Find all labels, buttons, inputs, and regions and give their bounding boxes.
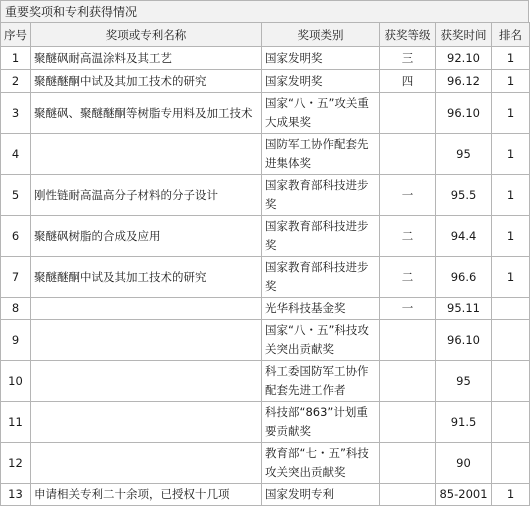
cell-rank: 1 xyxy=(492,134,530,175)
cell-time: 91.5 xyxy=(436,402,492,443)
table-title: 重要奖项和专利获得情况 xyxy=(0,0,529,22)
table-row xyxy=(1,93,530,134)
table-row xyxy=(1,320,530,361)
cell-name xyxy=(31,320,262,361)
cell-rank xyxy=(492,361,530,402)
table-row xyxy=(1,175,530,216)
cell-category: 国家“八・五”攻关重大成果奖 xyxy=(262,93,380,134)
cell-seq: 3 xyxy=(1,93,31,134)
header-seq: 序号 xyxy=(1,23,31,47)
cell-rank: 1 xyxy=(492,70,530,93)
cell-category: 国防军工协作配套先进集体奖 xyxy=(262,134,380,175)
header-category: 奖项类别 xyxy=(262,23,380,47)
header-row xyxy=(1,23,530,47)
cell-time: 90 xyxy=(436,443,492,484)
table-row xyxy=(1,216,530,257)
cell-category: 国家教育部科技进步奖 xyxy=(262,175,380,216)
cell-time: 95.5 xyxy=(436,175,492,216)
cell-level xyxy=(380,361,436,402)
cell-seq: 4 xyxy=(1,134,31,175)
cell-level: 四 xyxy=(380,70,436,93)
cell-category: 科工委国防军工协作配套先进工作者 xyxy=(262,361,380,402)
table-row xyxy=(1,134,530,175)
header-level: 获奖等级 xyxy=(380,23,436,47)
table-row xyxy=(1,402,530,443)
cell-rank: 1 xyxy=(492,175,530,216)
cell-name xyxy=(31,402,262,443)
cell-category: 国家教育部科技进步奖 xyxy=(262,216,380,257)
cell-seq: 12 xyxy=(1,443,31,484)
cell-seq: 1 xyxy=(1,47,31,70)
cell-time: 92.10 xyxy=(436,47,492,70)
table-row xyxy=(1,47,530,70)
cell-name: 聚醚醚酮中试及其加工技术的研究 xyxy=(31,257,262,298)
cell-time: 94.4 xyxy=(436,216,492,257)
cell-time: 96.10 xyxy=(436,320,492,361)
cell-level: 一 xyxy=(380,298,436,320)
cell-seq: 2 xyxy=(1,70,31,93)
cell-level: 二 xyxy=(380,257,436,298)
cell-time: 96.10 xyxy=(436,93,492,134)
cell-time: 95 xyxy=(436,361,492,402)
cell-category: 国家发明奖 xyxy=(262,70,380,93)
cell-seq: 6 xyxy=(1,216,31,257)
cell-level xyxy=(380,320,436,361)
cell-level xyxy=(380,402,436,443)
cell-level: 二 xyxy=(380,216,436,257)
cell-name: 聚醚砜树脂的合成及应用 xyxy=(31,216,262,257)
table-row xyxy=(1,484,530,506)
cell-category: 国家“八・五”科技攻关突出贡献奖 xyxy=(262,320,380,361)
awards-table xyxy=(0,22,530,506)
cell-level xyxy=(380,93,436,134)
cell-name: 申请相关专利二十余项，已授权十几项 xyxy=(31,484,262,506)
cell-category: 教育部“七・五”科技攻关突出贡献奖 xyxy=(262,443,380,484)
table-row xyxy=(1,70,530,93)
cell-name xyxy=(31,361,262,402)
cell-level xyxy=(380,134,436,175)
table-row xyxy=(1,361,530,402)
cell-category: 光华科技基金奖 xyxy=(262,298,380,320)
cell-rank: 1 xyxy=(492,216,530,257)
cell-level: 三 xyxy=(380,47,436,70)
cell-rank xyxy=(492,298,530,320)
cell-rank: 1 xyxy=(492,484,530,506)
cell-seq: 10 xyxy=(1,361,31,402)
cell-level: 一 xyxy=(380,175,436,216)
cell-name: 聚醚砜耐高温涂料及其工艺 xyxy=(31,47,262,70)
cell-time: 95.11 xyxy=(436,298,492,320)
cell-name: 聚醚砜、聚醚醚酮等树脂专用料及加工技术 xyxy=(31,93,262,134)
cell-time: 95 xyxy=(436,134,492,175)
cell-category: 国家发明奖 xyxy=(262,47,380,70)
cell-rank: 1 xyxy=(492,257,530,298)
cell-level xyxy=(380,443,436,484)
cell-seq: 11 xyxy=(1,402,31,443)
cell-name xyxy=(31,443,262,484)
cell-seq: 13 xyxy=(1,484,31,506)
header-time: 获奖时间 xyxy=(436,23,492,47)
table-row xyxy=(1,443,530,484)
cell-name: 刚性链耐高温高分子材料的分子设计 xyxy=(31,175,262,216)
cell-category: 国家教育部科技进步奖 xyxy=(262,257,380,298)
cell-rank: 1 xyxy=(492,93,530,134)
cell-time: 96.6 xyxy=(436,257,492,298)
cell-rank: 1 xyxy=(492,47,530,70)
cell-name xyxy=(31,134,262,175)
cell-rank xyxy=(492,402,530,443)
cell-seq: 5 xyxy=(1,175,31,216)
cell-category: 科技部“863”计划重要贡献奖 xyxy=(262,402,380,443)
cell-category: 国家发明专利 xyxy=(262,484,380,506)
cell-time: 96.12 xyxy=(436,70,492,93)
table-row xyxy=(1,298,530,320)
cell-time: 85-2001 xyxy=(436,484,492,506)
cell-name xyxy=(31,298,262,320)
cell-seq: 7 xyxy=(1,257,31,298)
table-row xyxy=(1,257,530,298)
cell-seq: 9 xyxy=(1,320,31,361)
header-name: 奖项或专利名称 xyxy=(31,23,262,47)
cell-name: 聚醚醚酮中试及其加工技术的研究 xyxy=(31,70,262,93)
cell-rank xyxy=(492,443,530,484)
header-rank: 排名 xyxy=(492,23,530,47)
cell-level xyxy=(380,484,436,506)
cell-seq: 8 xyxy=(1,298,31,320)
cell-rank xyxy=(492,320,530,361)
